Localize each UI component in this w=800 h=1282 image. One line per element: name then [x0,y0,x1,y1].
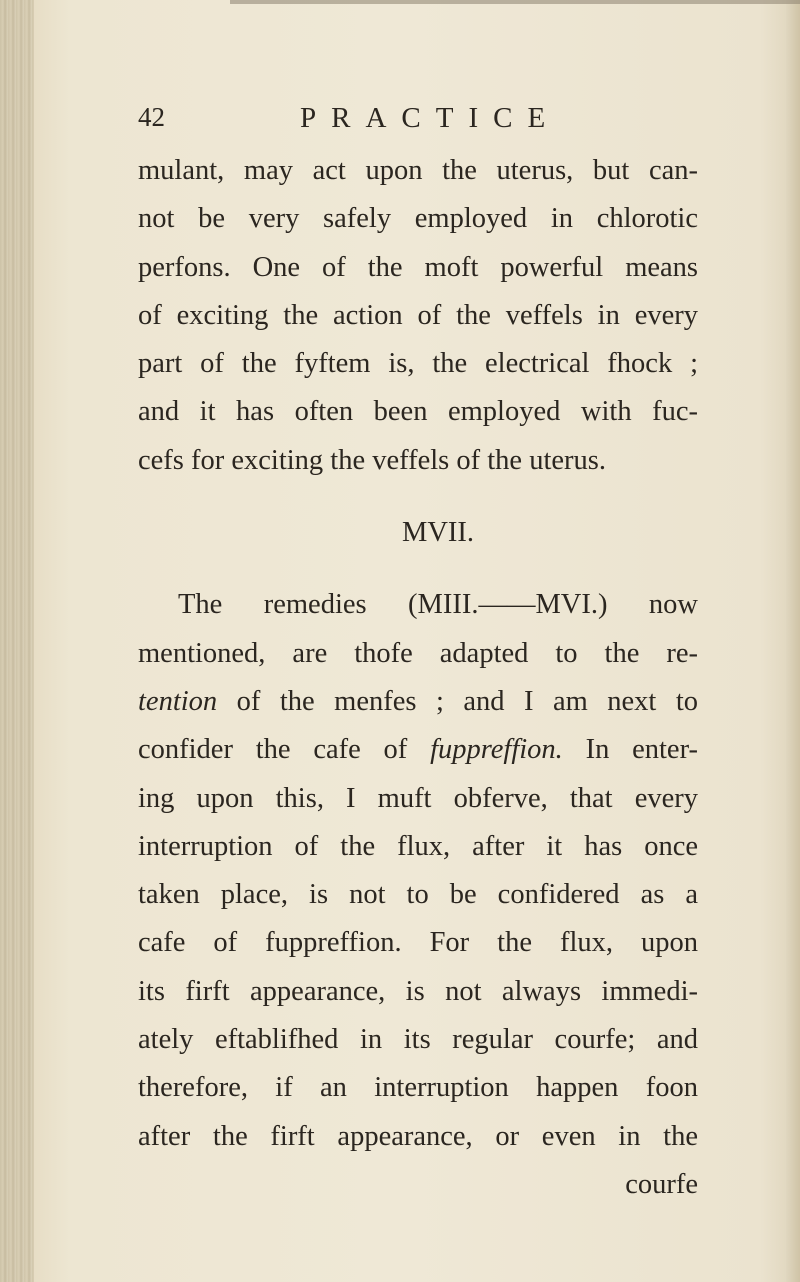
text-line: part of the fyftem is, the electrical fhock ; [138,348,698,380]
text-fragment: of the menfes ; and I am next to [217,685,698,717]
text-line: cafe of fuppreffion. For the flux, upon [138,927,698,959]
text-line: and it has often been employed with fuc- [138,396,698,428]
page-right-edge [786,0,800,1282]
text-line: ing upon this, I muft obferve, that every [138,782,698,814]
text-line: of exciting the action of the veffels in every [138,299,698,331]
text-line: mulant, may act upon the uterus, but can- [138,155,698,186]
text-line: its firft appearance, is not always immedi- [138,975,698,1007]
spacer [138,557,698,581]
page-number: 42 [138,102,165,132]
text-line: The remedies (MIII.——MVI.) now [178,589,698,621]
text-line: perfons. One of the moft powerful means [138,251,698,283]
text-line: ately eftablifhed in its regular courfe; and [138,1024,698,1056]
text-fragment: In enter- [562,734,698,766]
text-line: after the firft appearance, or even in the [138,1120,698,1152]
text-line [138,678,698,726]
section-heading: MVII. [401,517,475,549]
text-line: interruption of the flux, after it has once [138,830,698,862]
page-binding-edge [0,0,34,1282]
text-line: mentioned, are thofe adapted to the re- [138,637,698,669]
text-line: cefs for exciting the veffels of the uterus. [138,444,606,476]
text-line: not be very safely employed in chlorotic [138,203,698,235]
text-line [138,726,698,774]
spacer [138,485,698,509]
italic-word: fuppreffion. [430,734,563,766]
page-top-edge [230,0,800,4]
body-text [138,147,698,1209]
text-fragment: confider the cafe of [138,734,431,766]
text-line: therefore, if an interruption happen foon [138,1072,698,1104]
running-title: PRACTICE [300,102,561,134]
running-header [138,102,698,142]
catchword: courfe [625,1168,698,1200]
italic-word: tention [138,685,218,717]
text-line: taken place, is not to be confidered as a [138,879,698,911]
